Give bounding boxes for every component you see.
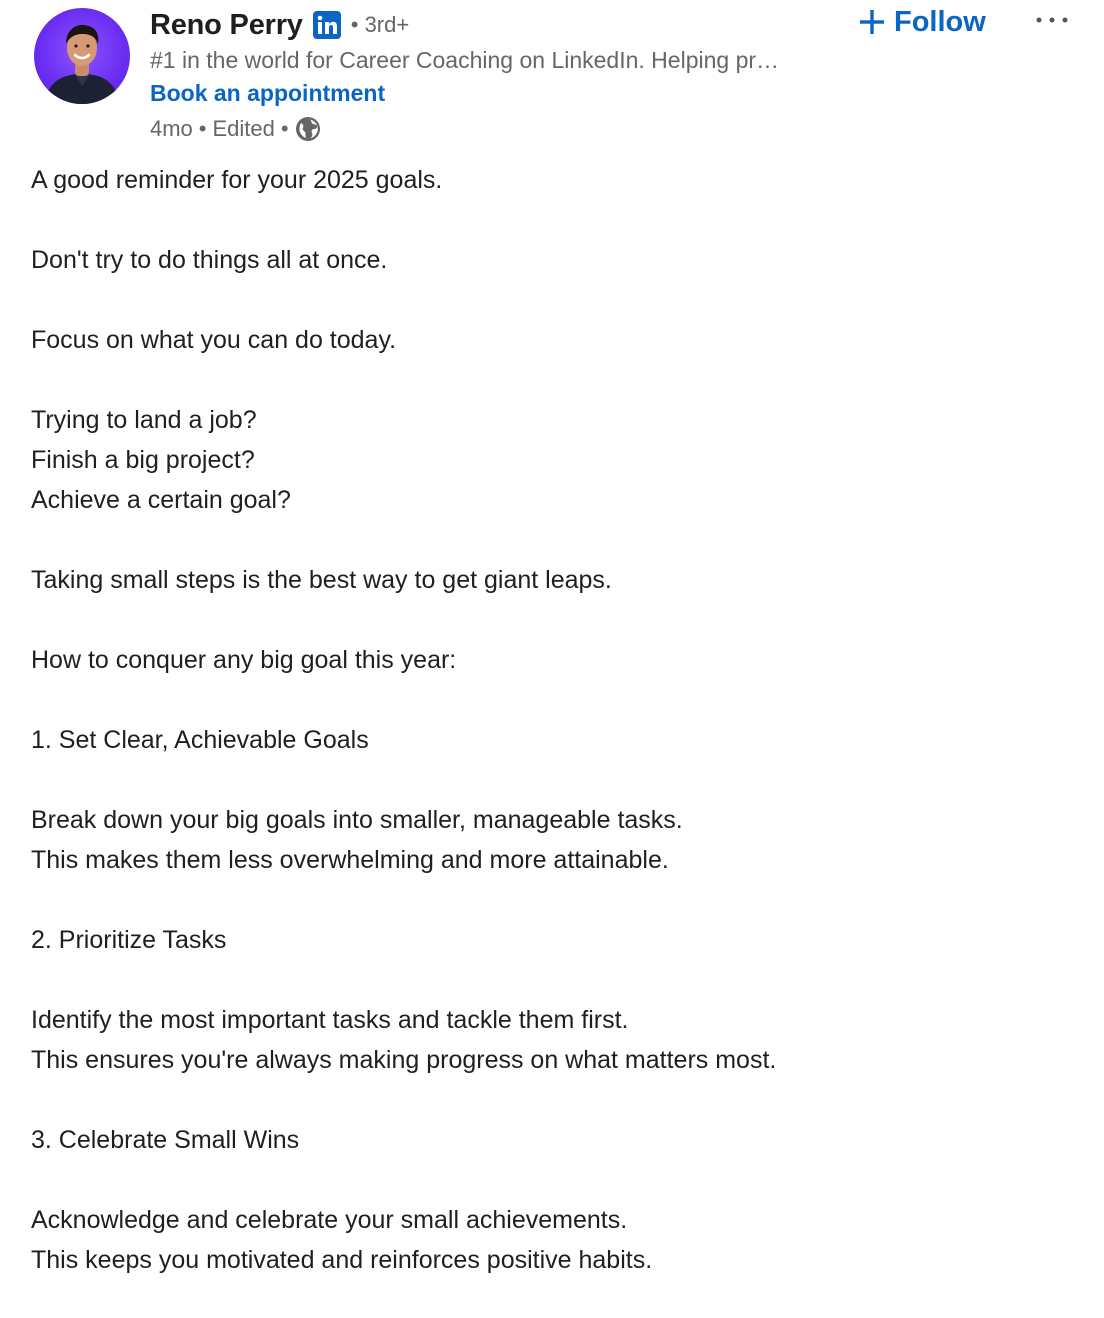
- post-paragraph: Trying to land a job? Finish a big project? Achieve a certain goal?: [31, 406, 291, 514]
- author-name[interactable]: Reno Perry: [150, 8, 303, 41]
- post-paragraph: Don't try to do things all at once.: [31, 246, 388, 274]
- globe-icon: [295, 116, 321, 142]
- ellipsis-icon: [1035, 16, 1069, 24]
- degree-label: 3rd+: [364, 12, 410, 37]
- post-heading: 1. Set Clear, Achievable Goals: [31, 726, 369, 754]
- book-appointment-link[interactable]: Book an appointment: [150, 80, 386, 106]
- follow-label: Follow: [894, 5, 986, 38]
- profile-photo-icon: [34, 8, 130, 104]
- post-meta: [150, 114, 321, 144]
- linkedin-premium-icon: [313, 11, 341, 39]
- meta-separator: •: [350, 12, 359, 37]
- more-options-button[interactable]: [1030, 8, 1074, 32]
- post-paragraph: Identify the most important tasks and tackle them first. This ensures you're always making progress on what matters most.: [31, 1006, 777, 1074]
- post-paragraph: A good reminder for your 2025 goals.: [31, 166, 443, 194]
- post-text: [31, 160, 1081, 1280]
- plus-icon: [858, 8, 886, 36]
- post-paragraph: How to conquer any big goal this year:: [31, 646, 457, 674]
- post-age: 4mo: [150, 116, 193, 141]
- meta-separator: •: [198, 116, 207, 141]
- post-heading: 2. Prioritize Tasks: [31, 926, 227, 954]
- edited-label: Edited: [212, 116, 275, 141]
- author-avatar[interactable]: [34, 8, 130, 104]
- author-name-row: [150, 5, 409, 45]
- post-paragraph: Acknowledge and celebrate your small achievements. This keeps you motivated and reinforces positive habits.: [31, 1206, 653, 1274]
- post-heading: 3. Celebrate Small Wins: [31, 1126, 300, 1154]
- post-paragraph: Focus on what you can do today.: [31, 326, 397, 354]
- post-paragraph: Break down your big goals into smaller, manageable tasks. This makes them less overwhelming and more attainable.: [31, 806, 683, 874]
- post-paragraph: Taking small steps is the best way to get giant leaps.: [31, 566, 612, 594]
- author-headline: #1 in the world for Career Coaching on LinkedIn. Helping pr…: [150, 47, 780, 73]
- follow-button[interactable]: [858, 2, 986, 42]
- meta-separator: •: [280, 116, 289, 141]
- connection-degree: [351, 12, 409, 38]
